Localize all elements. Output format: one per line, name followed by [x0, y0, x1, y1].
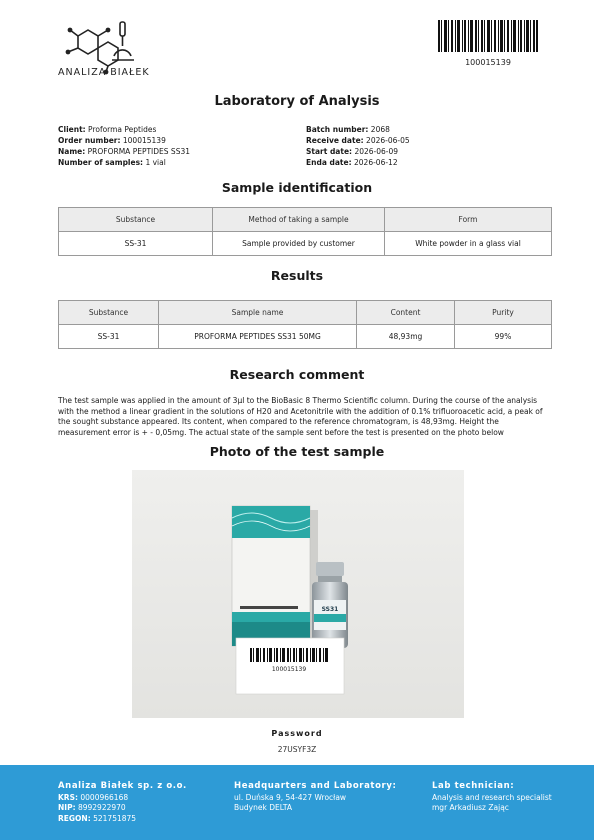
tech-name: mgr Arkadiusz Zając [432, 803, 509, 812]
page-title: Laboratory of Analysis [214, 94, 380, 109]
research-comment-text: The test sample was applied in the amount of 3μl to the BioBasic 8 Thermo Scientific column. During the course of the analysis with the method a linear gradient in the solutions of H20 and Acetonitrile with the addition of 0.1% trifluoroacetic acid, a peak of the sought substance appeared. Its content, when compared to the reference chromatogram, is 48,93mg. Height the measurement error is + - 0,05mg. The actual state of the sample sent before the test is presented on the photo below [58, 396, 543, 437]
hq-building: Budynek DELTA [234, 803, 292, 812]
footer-company [58, 781, 187, 824]
samples-line: Number of samples: 1 vial [58, 158, 166, 167]
footer [0, 765, 594, 840]
order-line: Order number: 100015139 [58, 136, 166, 145]
footer-headquarters [234, 781, 396, 814]
client-line: Client: Proforma Peptides [58, 125, 157, 134]
tech-role: Analysis and research specialist [432, 792, 552, 802]
table-cell: PROFORMA PEPTIDES SS31 50MG [159, 325, 357, 349]
table-cell: SS-31 [59, 232, 213, 256]
results-heading: Results [270, 268, 324, 283]
table-row [59, 232, 552, 256]
footer-technician [432, 781, 552, 814]
table-header-cell: Substance [59, 301, 159, 325]
hq-address: ul. Duńska 9, 54-427 Wrocław [234, 792, 347, 802]
nip-line: NIP: 8992922970 [58, 803, 126, 812]
company-name: Analiza Białek sp. z o.o. [58, 781, 187, 791]
batch-line: Batch number: 2068 [306, 125, 390, 134]
vial-label: SS31 [321, 606, 339, 613]
table-cell: 48,93mg [357, 325, 455, 349]
end-line: Enda date: 2026-06-12 [306, 158, 398, 167]
krs-line: KRS: 0000966168 [58, 792, 129, 802]
table-header-row [59, 301, 552, 325]
barcode-number: 100015139 [465, 58, 511, 67]
table-cell: White powder in a glass vial [385, 232, 552, 256]
table-header-cell: Method of taking a sample [213, 208, 385, 232]
table-header-cell: Content [357, 301, 455, 325]
table-cell: SS-31 [59, 325, 159, 349]
table-cell: Sample provided by customer [213, 232, 385, 256]
receive-line: Receive date: 2026-06-05 [306, 136, 410, 145]
start-line: Start date: 2026-06-09 [306, 147, 399, 156]
sample-identification-heading: Sample identification [221, 180, 373, 195]
results-table [58, 300, 552, 349]
table-header-cell: Purity [455, 301, 552, 325]
name-line: Name: PROFORMA PEPTIDES SS31 [58, 147, 190, 156]
barcode-icon [438, 20, 538, 52]
research-comment-heading: Research comment [229, 367, 365, 382]
table-header-cell: Sample name [159, 301, 357, 325]
table-row [59, 325, 552, 349]
table-header-row [59, 208, 552, 232]
photo-heading: Photo of the test sample [209, 444, 385, 459]
table-cell: 99% [455, 325, 552, 349]
sample-photo [132, 470, 464, 718]
order-info-right [306, 124, 410, 168]
hq-heading: Headquarters and Laboratory: [234, 781, 397, 791]
card-barcode-number: 100015139 [271, 666, 307, 673]
logo-text: ANALIZA BIAŁEK [58, 67, 150, 78]
password-label: Password [271, 729, 323, 738]
tech-heading: Lab technician: [432, 781, 515, 791]
sample-identification-table [58, 207, 552, 256]
table-header-cell: Substance [59, 208, 213, 232]
password-value: 27USYF3Z [277, 745, 317, 754]
table-header-cell: Form [385, 208, 552, 232]
order-info-left [58, 124, 190, 168]
regon-line: REGON: 521751875 [58, 813, 137, 823]
